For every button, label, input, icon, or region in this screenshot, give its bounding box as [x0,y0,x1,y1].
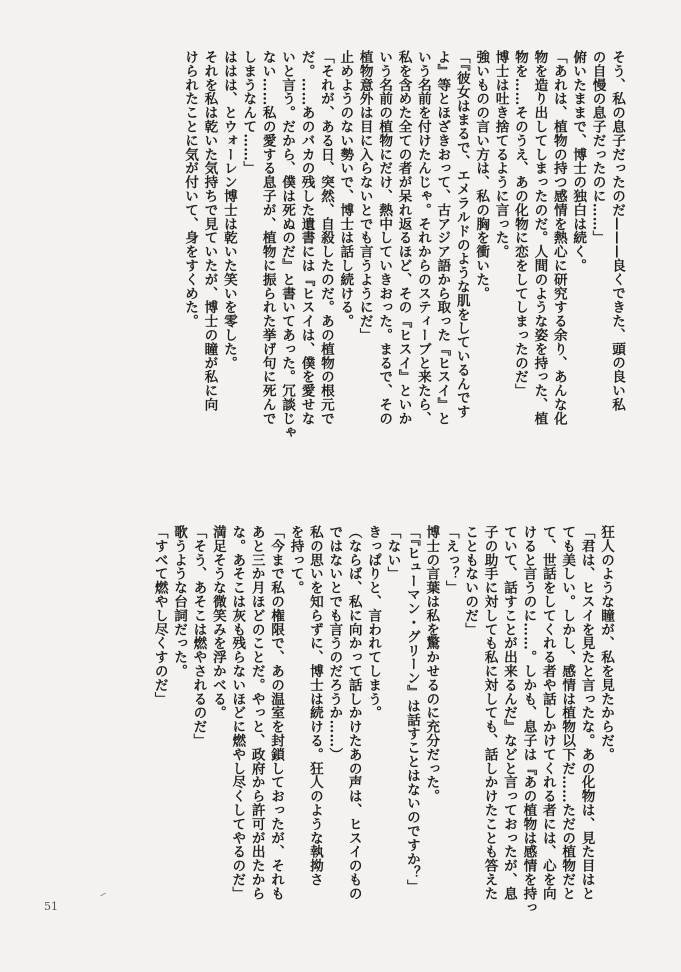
lower-text-block: 狂人のような瞳が、私を見たからだ。 「君は、ヒスイを見たと言ったな。あの化物は、見た目はと ても美しい。しかし、感情は植物以下だ……ただの植物だと て、世話をしてくれる者や話しかけてくれる者には、心を向 けると言うのに……。しかも、息子は『あの植物は感情を持っ ていて、話すことが出来るんだ』などと言っておったが、息 子の助手に対しても私に対しても、話しかけたことも答えた こともないのだ」 「えっ？」 博士の言葉は私を驚かせるのに充分だった。 「『ヒューマン・グリーン』は話すことはないのですか？」 「ない」 きっぱりと、言われてしまう。 （ならば、私に向かって話しかけたあの声は、ヒスイのもの ではないとでも言うのだろうか……） 私の思いを知らずに、博士は続ける。狂人のような執拗さ を持って。 「今まで私の権限で、あの温室を封鎖しておったが、それも あと三か月ほどのことだ。やっと、政府から許可が出たから な。あそこは灰も残らないほどに燃やし尽くしてやるのだ」 満足そうな微笑みを浮かべる。 「そう、あそこは燃やされるのだ」 歌うような台詞だった。 「すべて燃やし尽くすのだ」 [151,525,614,915]
scan-mark [100,893,106,897]
page-number: 51 [44,900,58,913]
upper-text-block: そう、私の息子だったのだ———良くできた、頭の良い私 の自慢の息子だったのに……」 俯いたままで、博士の独白は続く。 「あれは、植物の持つ感情を熱心に研究する余り、あんな化 物を造り出してしまったのだ。人間のような姿を持った、植 物を……そのうえ、あの化物に恋をしてしまったのだ」 博士は吐き捨てるように言った。 強いものの言い方は、私の胸を衝いた。 「『彼女はまるで、エメラルドのような肌をしているんです よ』等とほざきおって、古アジア語から取った『ヒスイ』と いう名前を付けたんじゃ。それからのスティーブと来たら、 私を含めた全ての者が呆れ返るほど、その『ヒスイ』といか いう名前の植物にだけ、熱中していきおった。まるで、その 植物意外は目に入らないとでも言うようにだ」 止めようのない勢いで、博士は話し続ける。 「それが、ある日、突然、自殺したのだ。あの植物の根元で だ。……あのバカの残した遺書には『ヒスイは、僕を愛せな いと言う。だから、僕は死ぬのだ』と書いてあった。冗談じゃ ない……私の愛する息子が、植物に振られた挙げ句に死んで しまうなんて……」 ははは、とウォーレン博士は乾いた笑いを零した。 それを私は乾いた気持ちで見ていたが、博士の瞳が私に向 けられたことに気が付いて、身をすくめた。 [182,50,625,440]
